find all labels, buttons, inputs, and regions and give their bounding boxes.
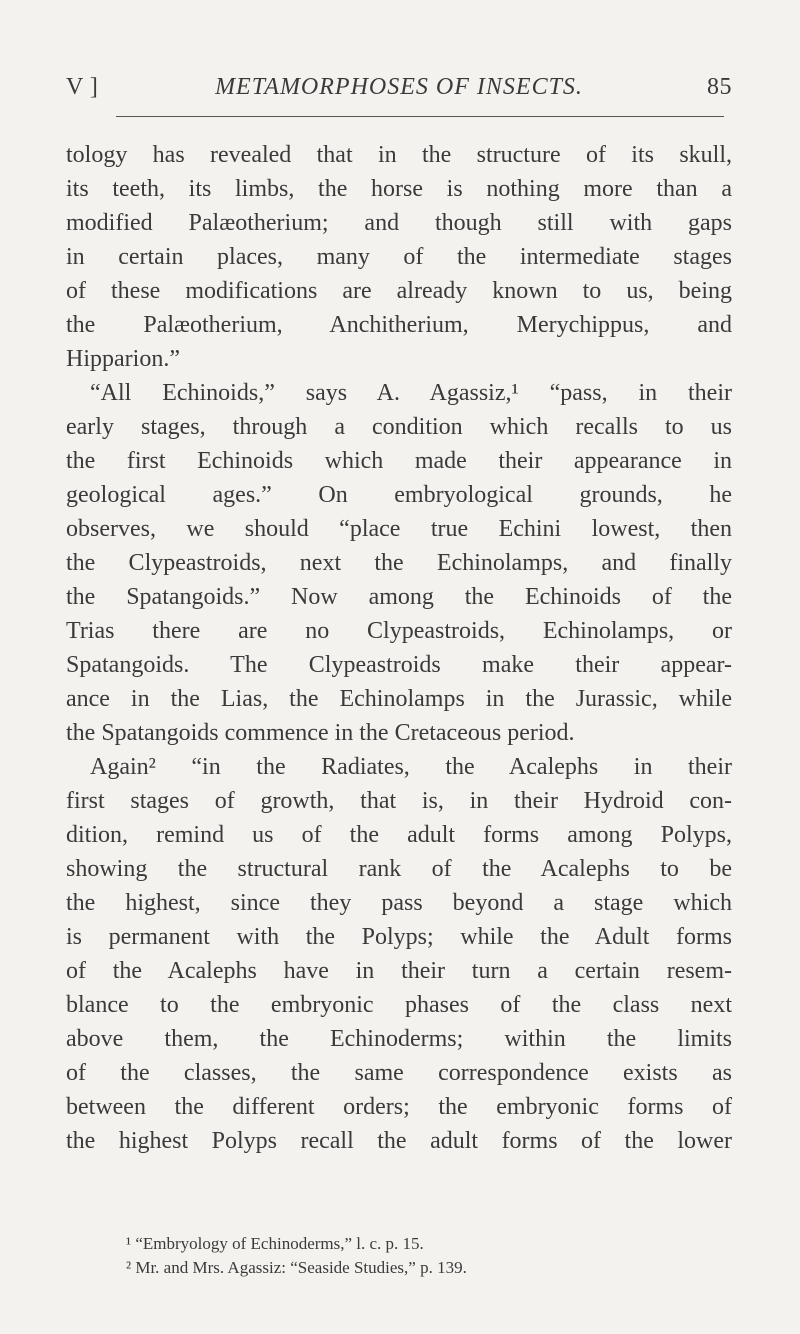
text-line: geological ages.” On embryological grounds, he xyxy=(66,482,732,508)
text-line: of the Acalephs have in their turn a certain resem- xyxy=(66,958,732,984)
text-line: Again² “in the Radiates, the Acalephs in their xyxy=(90,754,732,780)
text-line: showing the structural rank of the Acalephs to be xyxy=(66,856,732,882)
text-line: early stages, through a condition which recalls to us xyxy=(66,414,732,440)
text-line: Trias there are no Clypeastroids, Echinolamps, or xyxy=(66,618,732,644)
text-line: in certain places, many of the intermediate stages xyxy=(66,244,732,270)
text-line: the Spatangoids commence in the Cretaceous period. xyxy=(66,720,575,746)
text-line: modified Palæotherium; and though still with gaps xyxy=(66,210,732,236)
text-line: ance in the Lias, the Echinolamps in the Jurassic, while xyxy=(66,686,732,712)
header-rule xyxy=(116,116,724,117)
text-line: its teeth, its limbs, the horse is nothing more than a xyxy=(66,176,732,202)
text-line: the Palæotherium, Anchitherium, Merychippus, and xyxy=(66,312,732,338)
running-title: METAMORPHOSES OF INSECTS. xyxy=(215,74,583,100)
text-line: Hipparion.” xyxy=(66,346,180,372)
text-line: is permanent with the Polyps; while the Adult forms xyxy=(66,924,732,950)
text-line: observes, we should “place true Echini lowest, then xyxy=(66,516,732,542)
footnotes xyxy=(66,1232,732,1280)
text-line: Spatangoids. The Clypeastroids make their appear- xyxy=(66,652,732,678)
page-number: 85 xyxy=(707,74,732,100)
body-text xyxy=(66,138,732,1158)
text-line: the Clypeastroids, next the Echinolamps, and finally xyxy=(66,550,732,576)
text-line: between the different orders; the embryonic forms of xyxy=(66,1094,732,1120)
footnote: ¹ “Embryology of Echinoderms,” l. c. p. 15. xyxy=(126,1234,424,1253)
text-line: blance to the embryonic phases of the class next xyxy=(66,992,732,1018)
text-line: dition, remind us of the adult forms among Polyps, xyxy=(66,822,732,848)
text-line: above them, the Echinoderms; within the limits xyxy=(66,1026,732,1052)
text-line: tology has revealed that in the structure of its skull, xyxy=(66,142,732,168)
text-line: the Spatangoids.” Now among the Echinoids of the xyxy=(66,584,732,610)
running-head xyxy=(66,74,732,110)
text-line: the highest Polyps recall the adult forms of the lower xyxy=(66,1128,732,1154)
footnote: ² Mr. and Mrs. Agassiz: “Seaside Studies,” p. 139. xyxy=(126,1258,467,1277)
text-line: of the classes, the same correspondence exists as xyxy=(66,1060,732,1086)
chapter-number: V ] xyxy=(66,74,99,100)
text-line: of these modifications are already known to us, being xyxy=(66,278,732,304)
text-line: “All Echinoids,” says A. Agassiz,¹ “pass, in their xyxy=(90,380,732,406)
text-line: the highest, since they pass beyond a stage which xyxy=(66,890,732,916)
text-line: first stages of growth, that is, in their Hydroid con- xyxy=(66,788,732,814)
text-line: the first Echinoids which made their appearance in xyxy=(66,448,732,474)
